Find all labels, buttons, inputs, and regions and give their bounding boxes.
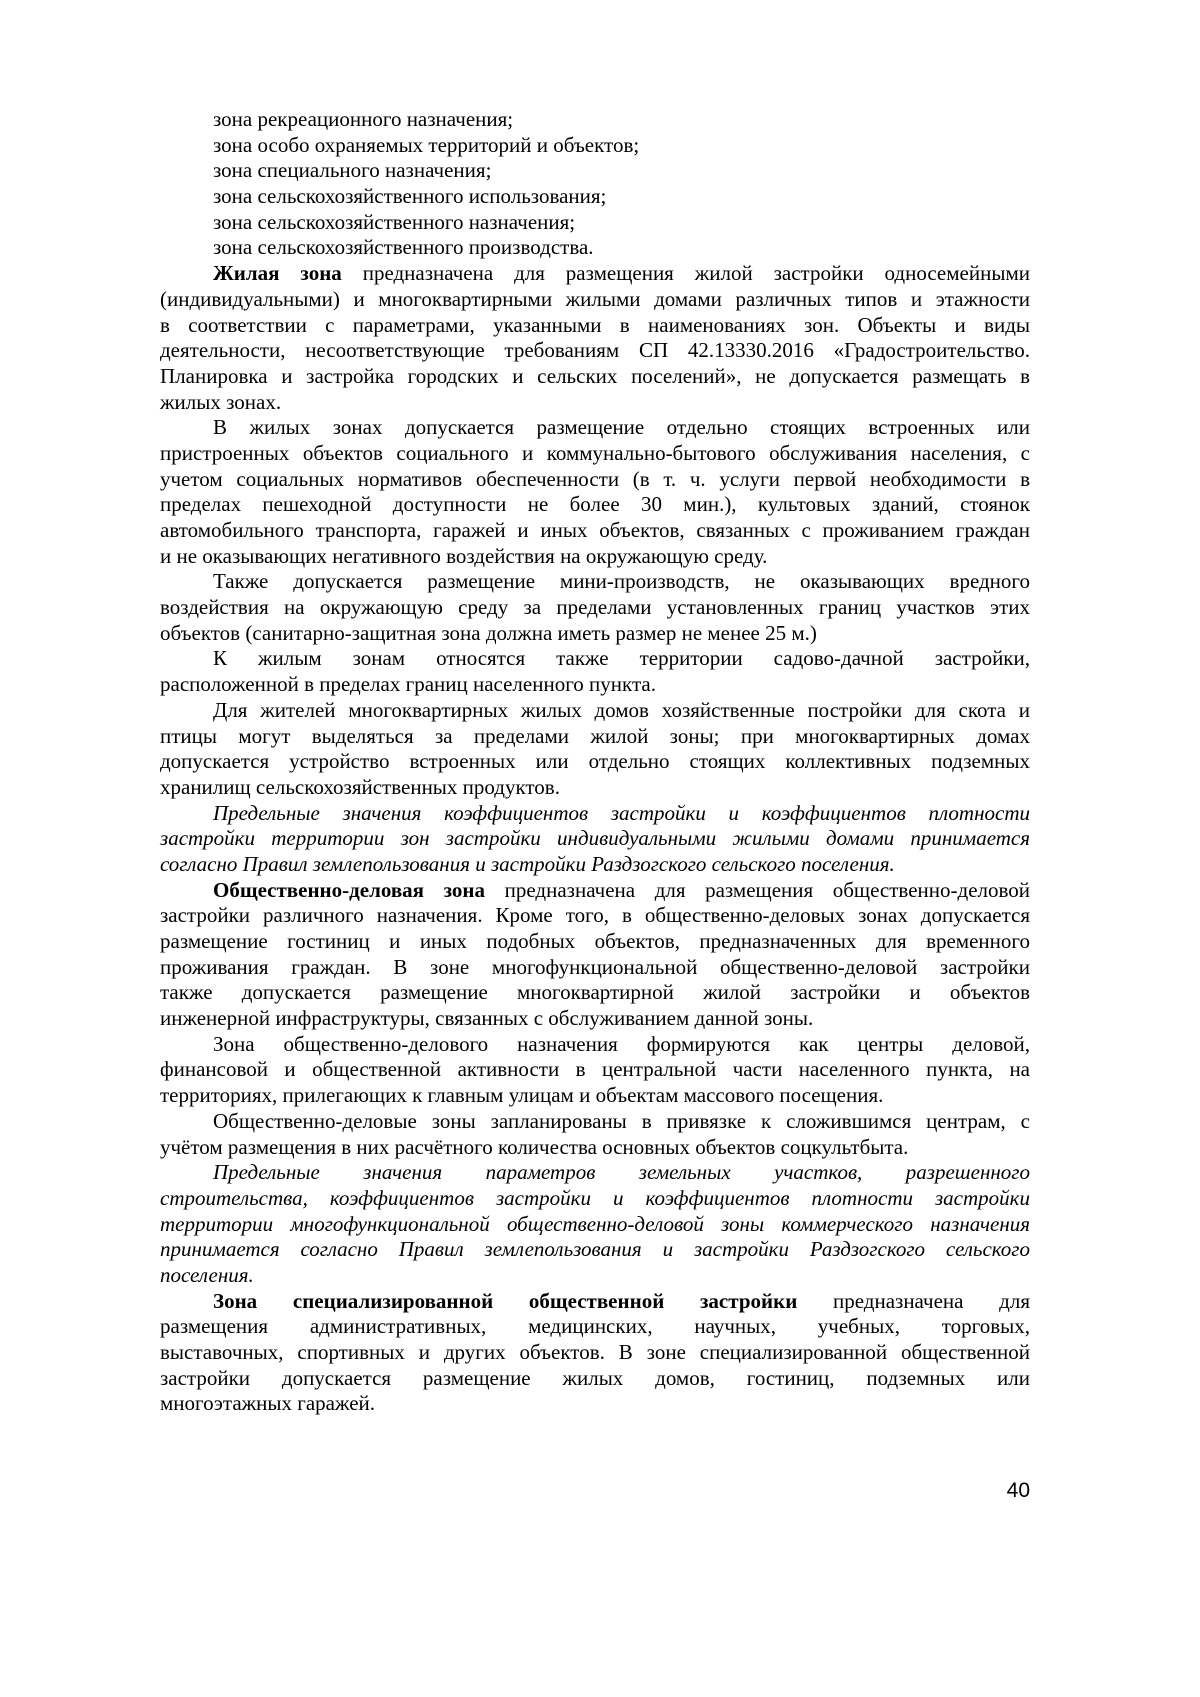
italic-note-paragraph: [160, 1160, 1030, 1288]
text-line: и не оказывающих негативного воздействия на окружающую среду.: [160, 543, 768, 568]
text-line: деятельности, несоответствующие требованиям СП 42.13330.2016 «Градостроительство.: [160, 338, 1030, 363]
paragraph: [160, 646, 1030, 697]
italic-note-paragraph: [160, 801, 1030, 878]
paragraph: [160, 415, 1030, 569]
document-body: [160, 107, 1030, 1417]
text-line: застройки допускается размещение жилых домов, гостиниц, подземных или: [160, 1365, 1030, 1390]
text-line: территории многофункциональной общественно-деловой зоны коммерческого назначения: [160, 1211, 1030, 1236]
text-line: расположенной в пределах границ населенного пункта.: [160, 672, 656, 697]
text-line: проживания граждан. В зоне многофункциональной общественно-деловой застройки: [160, 954, 1030, 979]
paragraph: [160, 1109, 1030, 1160]
zone-list-item: зона особо охраняемых территорий и объектов;: [213, 132, 640, 157]
paragraph: [160, 569, 1030, 646]
text-line: размещения административных, медицинских, научных, учебных, торговых,: [160, 1314, 1030, 1339]
zone-list-item: зона сельскохозяйственного производства.: [213, 235, 594, 260]
paragraph: [160, 1032, 1030, 1109]
text-line: [160, 878, 1030, 904]
text-line: территориях, прилегающих к главным улицам и объектам массового посещения.: [160, 1083, 884, 1108]
line-text: предназначена для: [797, 1288, 1030, 1313]
text-line: Предельные значения параметров земельных участков, разрешенного: [213, 1160, 1030, 1185]
text-line: [160, 261, 1030, 287]
text-line: В жилых зонах допускается размещение отдельно стоящих встроенных или: [213, 415, 1030, 440]
text-line: пределах пешеходной доступности не более 30 мин.), культовых зданий, стоянок: [160, 492, 1030, 517]
bold-term: Общественно-деловая зона: [213, 877, 486, 902]
text-line: Общественно-деловые зоны запланированы в привязке к сложившимся центрам, с: [213, 1108, 1030, 1133]
text-line: строительства, коэффициентов застройки и коэффициентов плотности застройки: [160, 1185, 1030, 1210]
zone-list: [160, 107, 1030, 261]
text-line: хранилищ сельскохозяйственных продуктов.: [160, 774, 560, 799]
text-line: допускается устройство встроенных или отдельно стоящих коллективных подземных: [160, 749, 1030, 774]
paragraph: [160, 261, 1030, 415]
zone-list-item: зона специального назначения;: [213, 158, 492, 183]
page-number: 40: [1006, 1479, 1030, 1502]
text-line: жилых зонах.: [160, 389, 282, 414]
text-line: в соответствии с параметрами, указанными в наименованиях зон. Объекты и виды: [160, 312, 1030, 337]
text-line: финансовой и общественной активности в центральной части населенного пункта, на: [160, 1057, 1030, 1082]
text-line: также допускается размещение многоквартирной жилой застройки и объектов: [160, 980, 1030, 1005]
text-line: Зона общественно-делового назначения формируются как центры деловой,: [213, 1031, 1030, 1056]
text-line: Предельные значения коэффициентов застройки и коэффициентов плотности: [213, 800, 1030, 825]
text-line: размещение гостиниц и иных подобных объектов, предназначенных для временного: [160, 929, 1030, 953]
text-line: застройки различного назначения. Кроме того, в общественно-деловых зонах допускается: [160, 903, 1030, 928]
text-line: К жилым зонам относятся также территории садово-дачной застройки,: [213, 646, 1030, 671]
text-line: инженерной инфраструктуры, связанных с обслуживанием данной зоны.: [160, 1006, 814, 1031]
text-line: воздействия на окружающую среду за пределами установленных границ участков этих: [160, 595, 1030, 620]
text-line: Планировка и застройка городских и сельских поселений», не допускается размещать в: [160, 363, 1030, 388]
zone-list-item: зона сельскохозяйственного назначения;: [213, 209, 576, 234]
text-line: Также допускается размещение мини-производств, не оказывающих вредного: [213, 569, 1030, 594]
zone-list-item: зона рекреационного назначения;: [213, 107, 514, 131]
line-text: предназначена для размещения жилой застройки односемейными: [341, 261, 1030, 286]
text-line: автомобильного транспорта, гаражей и иных объектов, связанных с проживанием граждан: [160, 518, 1030, 542]
text-line: выставочных, спортивных и других объектов. В зоне специализированной общественной: [160, 1340, 1030, 1364]
paragraph: [160, 878, 1030, 1032]
text-line: согласно Правил землепользования и застройки Раздзогского сельского поселения.: [160, 851, 895, 876]
text-line: (индивидуальными) и многоквартирными жилыми домами различных типов и этажности: [160, 286, 1030, 311]
zone-list-item: зона сельскохозяйственного использования;: [213, 184, 607, 209]
text-line: застройки территории зон застройки индивидуальными жилыми домами принимается: [160, 826, 1030, 851]
bold-term: Зона специализированной общественной застройки: [213, 1288, 798, 1313]
text-line: [160, 1289, 1030, 1315]
text-line: объектов (санитарно-защитная зона должна иметь размер не менее 25 м.): [160, 620, 817, 645]
text-line: учетом социальных нормативов обеспеченности (в т. ч. услуги первой необходимости в: [160, 466, 1030, 491]
text-line: многоэтажных гаражей.: [160, 1391, 376, 1416]
text-line: принимается согласно Правил землепользования и застройки Раздзогского сельского: [160, 1237, 1030, 1262]
bold-term: Жилая зона: [213, 261, 342, 286]
text-line: Для жителей многоквартирных жилых домов хозяйственные постройки для скота и: [213, 697, 1030, 722]
text-line: пристроенных объектов социального и коммунально-бытового обслуживания населения, с: [160, 440, 1030, 465]
text-line: птицы могут выделяться за пределами жилой зоны; при многоквартирных домах: [160, 723, 1030, 748]
line-text: предназначена для размещения общественно-деловой: [485, 877, 1031, 902]
paragraph: [160, 698, 1030, 801]
text-line: поселения.: [160, 1262, 254, 1287]
text-line: учётом размещения в них расчётного количества основных объектов соцкультбыта.: [160, 1134, 909, 1159]
paragraph: [160, 1289, 1030, 1417]
